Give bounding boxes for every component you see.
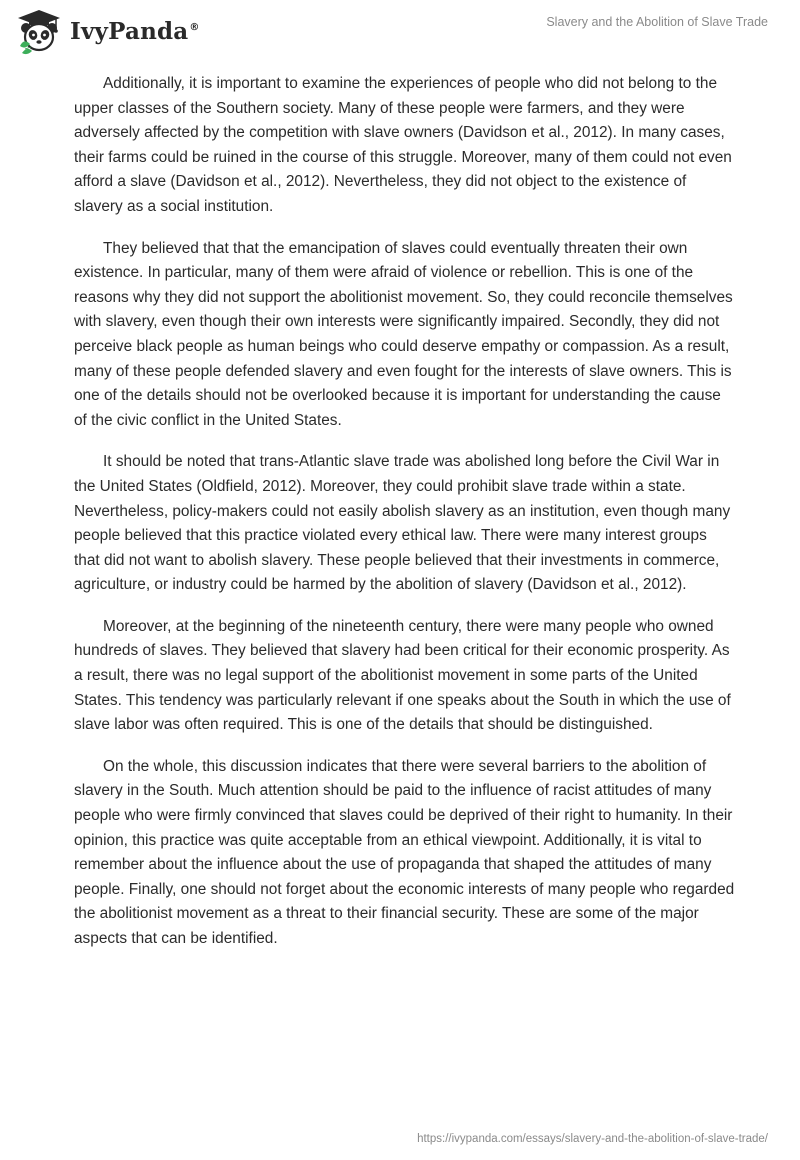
source-url[interactable]: https://ivypanda.com/essays/slavery-and-the-abolition-of-slave-trade/ <box>417 1133 768 1145</box>
paragraph: They believed that that the emancipation of slaves could eventually threaten their own existence. In particular, many of them were afraid of violence or rebellion. This is one of the reasons why they did not support the abolitionist movement. So, they could reconcile themselves with slavery, even though their own interests were significantly impaired. Secondly, they did not perceive black people as human beings who could deserve empathy or compassion. As a result, many of these people defended slavery and even fought for the interests of slave owners. This is one of the details should not be overlooked because it is important for understanding the cause of the civic conflict in the United States. <box>74 239 733 429</box>
essay-body <box>74 72 736 969</box>
document-title: Slavery and the Abolition of Slave Trade <box>546 15 768 29</box>
ivypanda-logo[interactable] <box>14 6 200 56</box>
paragraph: On the whole, this discussion indicates that there were several barriers to the abolition of slavery in the South. Much attention should be paid to the influence of racist attitudes of many people who were firmly convinced that slaves could be deprived of their right to humanity. In their opinion, this practice was quite acceptable from an ethical viewpoint. Additionally, it is vital to remember about the influence about the use of propaganda that shaped the attitudes of many people. Finally, one should not forget about the economic interests of many people who regarded the abolitionist movement as a threat to their financial security. These are some of the major aspects that can be identified. <box>74 757 735 947</box>
brand-name: IvyPanda® <box>70 17 200 45</box>
page-header <box>0 0 800 62</box>
paragraph: Moreover, at the beginning of the nineteenth century, there were many people who owned hundreds of slaves. They believed that slavery had been critical for their economic prosperity. As a result, there was no legal support of the abolitionist movement in some parts of the United States. This tendency was particularly relevant if one speaks about the South in which the use of slave labor was often required. This is one of the details that should be distinguished. <box>74 617 731 734</box>
panda-graduate-icon <box>14 6 64 56</box>
paragraph: Additionally, it is important to examine the experiences of people who did not belong to the upper classes of the Southern society. Many of these people were farmers, and they were adversely affected by the competition with slave owners (Davidson et al., 2012). In many cases, their farms could be ruined in the course of this struggle. Moreover, many of them could not even afford a slave (Davidson et al., 2012). Nevertheless, they did not object to the existence of slavery as a social institution. <box>74 75 732 215</box>
paragraph: It should be noted that trans-Atlantic slave trade was abolished long before the Civil War in the United States (Oldfield, 2012). Moreover, they could prohibit slave trade within a state. Nevertheless, policy-makers could not easily abolish slavery as an institution, even though many people believed that this practice violated every ethical law. There were many interest groups that did not want to abolish slavery. These people believed that their investments in commerce, agriculture, or industry could be harmed by the abolition of slavery (Davidson et al., 2012). <box>74 453 731 594</box>
registered-mark: ® <box>189 21 200 33</box>
